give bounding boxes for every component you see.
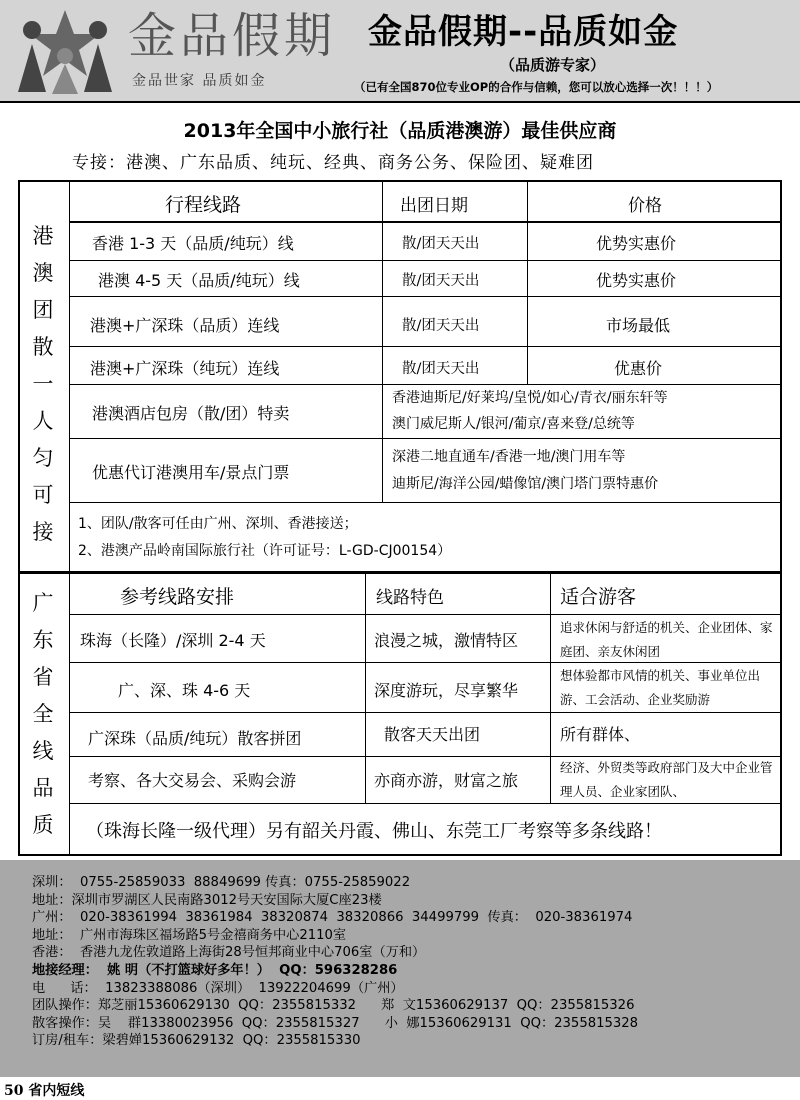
side-label-char: 广 [32,591,54,615]
side-label-char: 一 [32,372,54,396]
side-label-char: 省 [32,665,54,689]
contact-line: 地接经理： 姚 明（不打篮球好多年！） QQ：596328286 [32,962,398,978]
side-label-char: 港 [32,224,54,248]
table-row: 所有群体、 [560,724,641,744]
people-logo-icon [10,4,120,96]
contact-line: 广州： 020-38361994 38361984 38320874 38320866 34499799 传真： 020-38361974 [32,910,633,926]
contact-line: 香港： 香港九龙佐敦道路上海街28号恒邦商业中心706室（万和） [32,945,426,961]
side-label-char: 全 [32,702,54,726]
table-row: 散/团天天出 [402,272,480,289]
table-row: 散/团天天出 [402,360,480,377]
side-label-char: 人 [32,409,54,433]
table-row: 亦商亦游，财富之旅 [374,770,519,790]
sub-title: 专接：港澳、广东品质、纯玩、经典、商务公务、保险团、疑难团 [72,153,594,173]
side-label-char: 散 [32,335,54,359]
table-row: 广、深、珠 4-6 天 [118,680,251,700]
contact-line: 团队操作：郑芝丽15360629130 QQ：2355815332 郑 文15360629137 QQ：2355815326 [32,998,635,1014]
logo-slogan: 金品世家 品质如金 [132,73,267,89]
brand-title: 金品假期--品质如金 [368,12,679,52]
hotel-label: 港澳酒店包房（散/团）特卖 [92,403,290,423]
side-label-char: 线 [32,739,54,763]
table-row: 散/团天天出 [402,317,480,334]
table-row: 优势实惠价 [596,233,677,253]
contact-line: 地址：深圳市罗湖区人民南路3012号天安国际大厦C座23楼 [32,892,382,908]
contact-panel [0,860,800,1077]
logo-name: 金品假期 [128,8,337,64]
table-row: 广深珠（品质/纯玩）散客拼团 [88,728,302,748]
gd-guests-header: 适合游客 [560,585,637,608]
table-row: 浪漫之城，激情特区 [374,630,519,650]
gd-route-header: 参考线路安排 [120,585,235,608]
price-header: 价格 [628,195,662,216]
note-2: 2、港澳产品岭南国际旅行社（许可证号：L-GD-CJ00154） [78,543,452,559]
hotel-line-2: 澳门威尼斯人/银河/葡京/喜来登/总统等 [392,416,635,432]
side-label-char: 可 [32,483,54,507]
side-label-char: 接 [32,520,54,544]
hotel-line-1: 香港迪斯尼/好莱坞/皇悦/如心/青衣/丽东轩等 [392,390,668,406]
table-row: 想体验都市风情的机关、事业单位出游、工会活动、企业奖励游 [560,668,761,707]
transport-label: 优惠代订港澳用车/景点门票 [92,462,290,482]
contact-line: 深圳： 0755-25859033 88849699 传真：0755-25859022 [32,875,411,890]
contact-line: 订房/租车：梁碧婵15360629132 QQ：2355815330 [32,1033,361,1049]
contact-line: 地址： 广州市海珠区福场路5号金禧商务中心2110室 [32,927,347,943]
table-row: 港澳+广深珠（纯玩）连线 [90,358,280,378]
side-label-char: 澳 [32,261,54,285]
table-row: 散/团天天出 [402,235,480,252]
page-header [0,0,800,103]
contact-line: 散客操作：吴 群13380023956 QQ：2355815327 小 娜15360629131 QQ：2355815328 [32,1015,639,1031]
contact-line: 电 话： 13823388086（深圳） 13922204699（广州） [32,980,404,996]
side-label-char: 质 [32,813,54,837]
guangdong-footer: （珠海长隆一级代理）另有韶关丹霞、佛山、东莞工厂考察等多条线路！ [86,821,662,842]
side-label-char: 匀 [32,446,54,470]
hk-macau-side-label [20,218,66,551]
table-row: 经济、外贸类等政府部门及大中企业管理人员、企业家团队、 [560,760,773,799]
note-1: 1、团队/散客可任由广州、深圳、香港接送； [78,516,358,532]
table-row: 优势实惠价 [596,270,677,290]
guangdong-side-label [20,585,66,844]
side-label-char: 东 [32,628,54,652]
logo [10,4,355,96]
page-footer: 50 省内短线 [4,1083,85,1099]
table-row: 港澳 4-5 天（品质/纯玩）线 [98,270,300,290]
side-label-char: 品 [32,776,54,800]
side-label-char: 团 [32,298,54,322]
table-row: 优惠价 [614,358,663,378]
table-row: 深度游玩，尽享繁华 [374,680,519,700]
table-row: 考察、各大交易会、采购会游 [88,770,297,790]
route-header: 行程线路 [165,193,242,216]
table-row: 珠海（长隆）/深圳 2-4 天 [80,630,266,650]
gd-feature-header: 线路特色 [376,587,444,608]
table-row: 港澳+广深珠（品质）连线 [90,315,280,335]
date-header: 出团日期 [400,195,468,216]
main-title: 2013年全国中小旅行社（品质港澳游）最佳供应商 [183,120,617,142]
brand-note: （已有全国870位专业OP的合作与信赖，您可以放心选择一次！！！） [354,80,719,94]
table-row: 追求休闲与舒适的机关、企业团体、家庭团、亲友休闲团 [560,620,773,659]
table-row: 散客天天出团 [384,724,481,744]
brand-subtitle: （品质游专家） [500,56,606,74]
transport-line-2: 迪斯尼/海洋公园/蜡像馆/澳门塔门票特惠价 [392,476,659,492]
transport-line-1: 深港二地直通车/香港一地/澳门用车等 [392,449,626,465]
table-row: 香港 1-3 天（品质/纯玩）线 [92,233,294,253]
table-row: 市场最低 [606,315,671,335]
